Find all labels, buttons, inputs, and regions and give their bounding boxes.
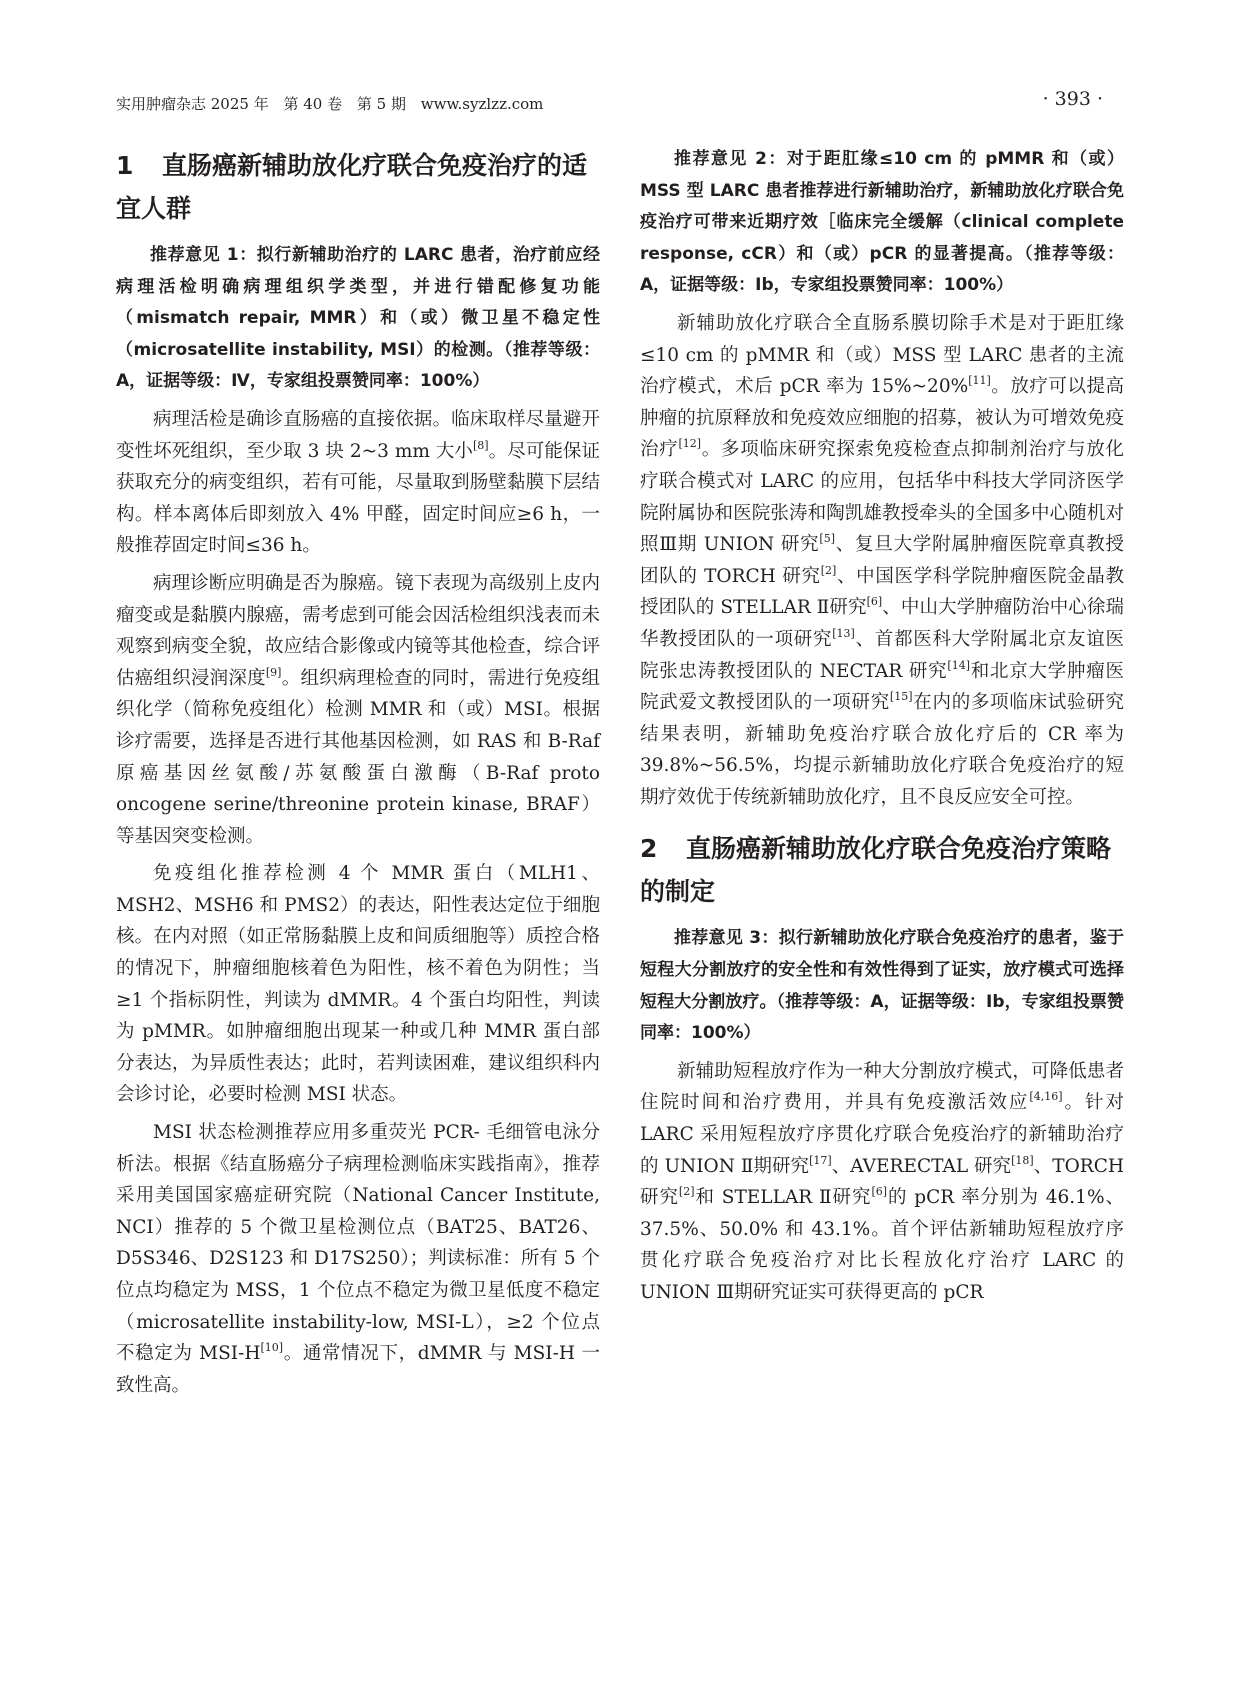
- section-1-number: 1: [116, 151, 134, 180]
- page-number: · 393 ·: [1042, 88, 1103, 110]
- left-column: [116, 144, 600, 1407]
- citation[interactable]: [14]: [947, 658, 971, 672]
- recommendation-1: 推荐意见 1：拟行新辅助治疗的 LARC 患者，治疗前应经病理活检明确病理组织学类型，并进行错配修复功能（mismatch repair, MMR）和（或）微卫星不稳定性（microsatellite instability, MSI）的检测。（推荐等级：A，证据等级：Ⅳ，专家组投票赞同率：100%）: [116, 245, 600, 392]
- citation[interactable]: [17]: [809, 1153, 832, 1167]
- citation[interactable]: [4,16]: [1029, 1090, 1063, 1104]
- citation[interactable]: [12]: [678, 437, 702, 451]
- citation[interactable]: [6]: [871, 1185, 888, 1199]
- citation[interactable]: [2]: [820, 563, 837, 577]
- citation[interactable]: [9]: [265, 665, 282, 679]
- issue: 第 5 期: [356, 95, 406, 113]
- section-2-title: 直肠癌新辅助放化疗联合免疫治疗策略的制定: [640, 834, 1112, 907]
- paragraph-biopsy: 病理活检是确诊直肠癌的直接依据。临床取样尽量避开变性坏死组织，至少取 3 块 2~3 mm 大小[8]。尽可能保证获取充分的病变组织，若有可能，尽量取到肠壁黏膜下层结构。样本离体后即刻放入 4% 甲醛，固定时间应≥6 h，一般推荐固定时间≤36 h。: [116, 408, 600, 557]
- citation[interactable]: [18]: [1011, 1153, 1034, 1167]
- running-header: [116, 93, 553, 114]
- journal-url[interactable]: www.syzlzz.com: [420, 95, 544, 113]
- section-2-heading: [640, 827, 1124, 913]
- paragraph-msi: MSI 状态检测推荐应用多重荧光 PCR- 毛细管电泳分析法。根据《结直肠癌分子病理检测临床实践指南》，推荐采用美国国家癌症研究院（National Cancer Institute, NCI）推荐的 5 个微卫星检测位点（BAT25、BAT26、D5S346、D2S123 和 D17S250）；判读标准：所有 5 个位点均稳定为 MSS，1 个位点不稳定为微卫星低度不稳定（microsatellite instability-low, MSI-L），≥2 个位点不稳定为 MSI-H[10]。通常情况下，dMMR 与 MSI-H 一致性高。: [116, 1122, 600, 1396]
- recommendation-3: 推荐意见 3：拟行新辅助放化疗联合免疫治疗的患者，鉴于短程大分割放疗的安全性和有效性得到了证实，放疗模式可选择短程大分割放疗。（推荐等级：A，证据等级：Ⅰb，专家组投票赞同率：100%）: [640, 928, 1124, 1044]
- volume: 第 40 卷: [283, 95, 343, 113]
- citation[interactable]: [13]: [832, 626, 855, 640]
- citation[interactable]: [2]: [678, 1185, 695, 1199]
- citation[interactable]: [6]: [866, 595, 883, 609]
- recommendation-2: 推荐意见 2：对于距肛缘≤10 cm 的 pMMR 和（或）MSS 型 LARC 患者推荐进行新辅助治疗，新辅助放化疗联合免疫治疗可带来近期疗效［临床完全缓解（clinical complete response, cCR）和（或）pCR 的显著提高。（推荐等级：A，证据等级：Ⅰb，专家组投票赞同率：100%）: [640, 149, 1124, 296]
- right-column: [640, 144, 1124, 1315]
- citation[interactable]: [10]: [260, 1341, 284, 1355]
- citation[interactable]: [5]: [819, 532, 835, 546]
- paragraph-ihc: 免疫组化推荐检测 4 个 MMR 蛋白（MLH1、MSH2、MSH6 和 PMS2）的表达，阳性表达定位于细胞核。在内对照（如正常肠黏膜上皮和间质细胞等）质控合格的情况下，肿瘤细胞核着色为阳性，核不着色为阴性；当≥1 个指标阴性，判读为 dMMR。4 个蛋白均阳性，判读为 pMMR。如肿瘤细胞出现某一种或几种 MMR 蛋白部分表达，为异质性表达；此时，若判读困难，建议组织科内会诊讨论，必要时检测 MSI 状态。: [116, 863, 600, 1106]
- section-1-title: 直肠癌新辅助放化疗联合免疫治疗的适宜人群: [116, 151, 588, 223]
- citation[interactable]: [11]: [968, 374, 991, 388]
- citation[interactable]: [8]: [473, 438, 489, 452]
- paragraph-short-course: 新辅助短程放疗作为一种大分割放疗模式，可降低患者住院时间和治疗费用，并具有免疫激活效应[4,16]。针对 LARC 采用短程放疗序贯化疗联合免疫治疗的新辅助治疗的 UNION Ⅱ期研究[17]、AVERECTAL 研究[18]、TORCH 研究[2]和 STELLAR Ⅱ研究[6]的 pCR 率分别为 46.1%、37.5%、50.0% 和 43.1%。首个评估新辅助短程放疗序贯化疗联合免疫治疗对比长程放化疗治疗 LARC 的 UNION Ⅲ期研究证实可获得更高的 pCR: [640, 1060, 1125, 1303]
- section-1-heading: [116, 144, 600, 230]
- paragraph-crt-outcomes: 新辅助放化疗联合全直肠系膜切除手术是对于距肛缘≤10 cm 的 pMMR 和（或）MSS 型 LARC 患者的主流治疗模式，术后 pCR 率为 15%~20%[11]。放疗可以提高肿瘤的抗原释放和免疫效应细胞的招募，被认为可增效免疫治疗[12]。多项临床研究探索免疫检查点抑制剂治疗与放化疗联合模式对 LARC 的应用，包括华中科技大学同济医学院附属协和医院张涛和陶凯雄教授牵头的全国多中心随机对照Ⅲ期 UNION 研究[5]、复旦大学附属肿瘤医院章真教授团队的 TORCH 研究[2]、中国医学科学院肿瘤医院金晶教授团队的 STELLAR Ⅱ研究[6]、中山大学肿瘤防治中心徐瑞华教授团队的一项研究[13]、首都医科大学附属北京友谊医院张忠涛教授团队的 NECTAR 研究[14]和北京大学肿瘤医院武爱文教授团队的一项研究[15]在内的多项临床试验研究结果表明，新辅助免疫治疗联合放化疗后的 CR 率为 39.8%~56.5%，均提示新辅助放化疗联合免疫治疗的短期疗效优于传统新辅助放化疗，且不良反应安全可控。: [640, 312, 1124, 808]
- journal-name: 实用肿瘤杂志 2025 年: [116, 95, 269, 113]
- citation[interactable]: [15]: [889, 690, 913, 704]
- paragraph-pathology: 病理诊断应明确是否为腺癌。镜下表现为高级别上皮内瘤变或是黏膜内腺癌，需考虑到可能会因活检组织浅表而未观察到病变全貌，故应结合影像或内镜等其他检查，综合评估癌组织浸润深度[9]。组织病理检查的同时，需进行免疫组织化学（简称免疫组化）检测 MMR 和（或）MSI。根据诊疗需要，选择是否进行其他基因检测，如 RAS 和 B-Raf 原癌基因丝氨酸/苏氨酸蛋白激酶（B-Raf proto oncogene serine/threonine protein kinase, BRAF）等基因突变检测。: [116, 572, 600, 847]
- section-2-number: 2: [640, 834, 658, 864]
